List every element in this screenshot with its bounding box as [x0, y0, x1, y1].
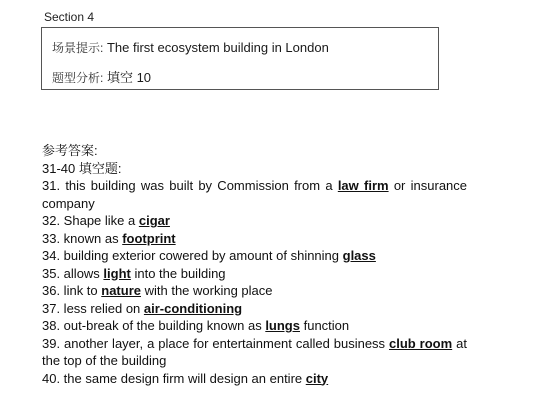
answer-33: 33. known as footprint [42, 230, 176, 246]
answer-key: lungs [265, 318, 300, 333]
reference-answer-title: 参考答案: [42, 143, 98, 158]
answer-section [42, 142, 467, 387]
scene-hint-line [52, 39, 329, 56]
answer-36: 36. link to nature with the working place [42, 283, 273, 298]
answer-key: nature [101, 283, 141, 298]
scene-hint-label: 场景提示: [52, 41, 104, 55]
answer-32: 32. Shape like a cigar [42, 213, 170, 228]
answer-key: law firm [337, 178, 389, 193]
answer-key: cigar [138, 213, 170, 228]
scene-info-box [41, 27, 439, 90]
answer-37: 37. less relied on air-conditioning [42, 300, 243, 316]
scene-hint-value: The first ecosystem building in London [106, 40, 329, 55]
answer-40: 40. the same design firm will design an entire city [42, 370, 329, 386]
answer-34: 34. building exterior cowered by amount of shinning glass [42, 248, 376, 263]
answer-31: 31. this building was built by Commission from a law firm or insurance company [42, 178, 468, 211]
answer-key: light [103, 265, 131, 281]
question-type-line [52, 67, 151, 86]
answer-38: 38. out-break of the building known as lungs function [42, 318, 350, 333]
question-type-value: 填空 10 [106, 70, 152, 85]
answer-39: 39. another layer, a place for entertainment called business club room at the top of the building [42, 335, 467, 368]
section-heading: Section 4 [44, 10, 95, 24]
answer-35: 35. allows light into the building [42, 265, 226, 281]
answer-key: glass [342, 248, 376, 263]
answer-key: club room [389, 335, 453, 351]
answer-key: city [305, 370, 329, 386]
answer-key: footprint [122, 230, 176, 246]
answer-range-heading: 31-40 填空题: [42, 160, 122, 176]
answer-key: air-conditioning [143, 300, 243, 316]
question-type-label: 题型分析: [52, 71, 104, 85]
